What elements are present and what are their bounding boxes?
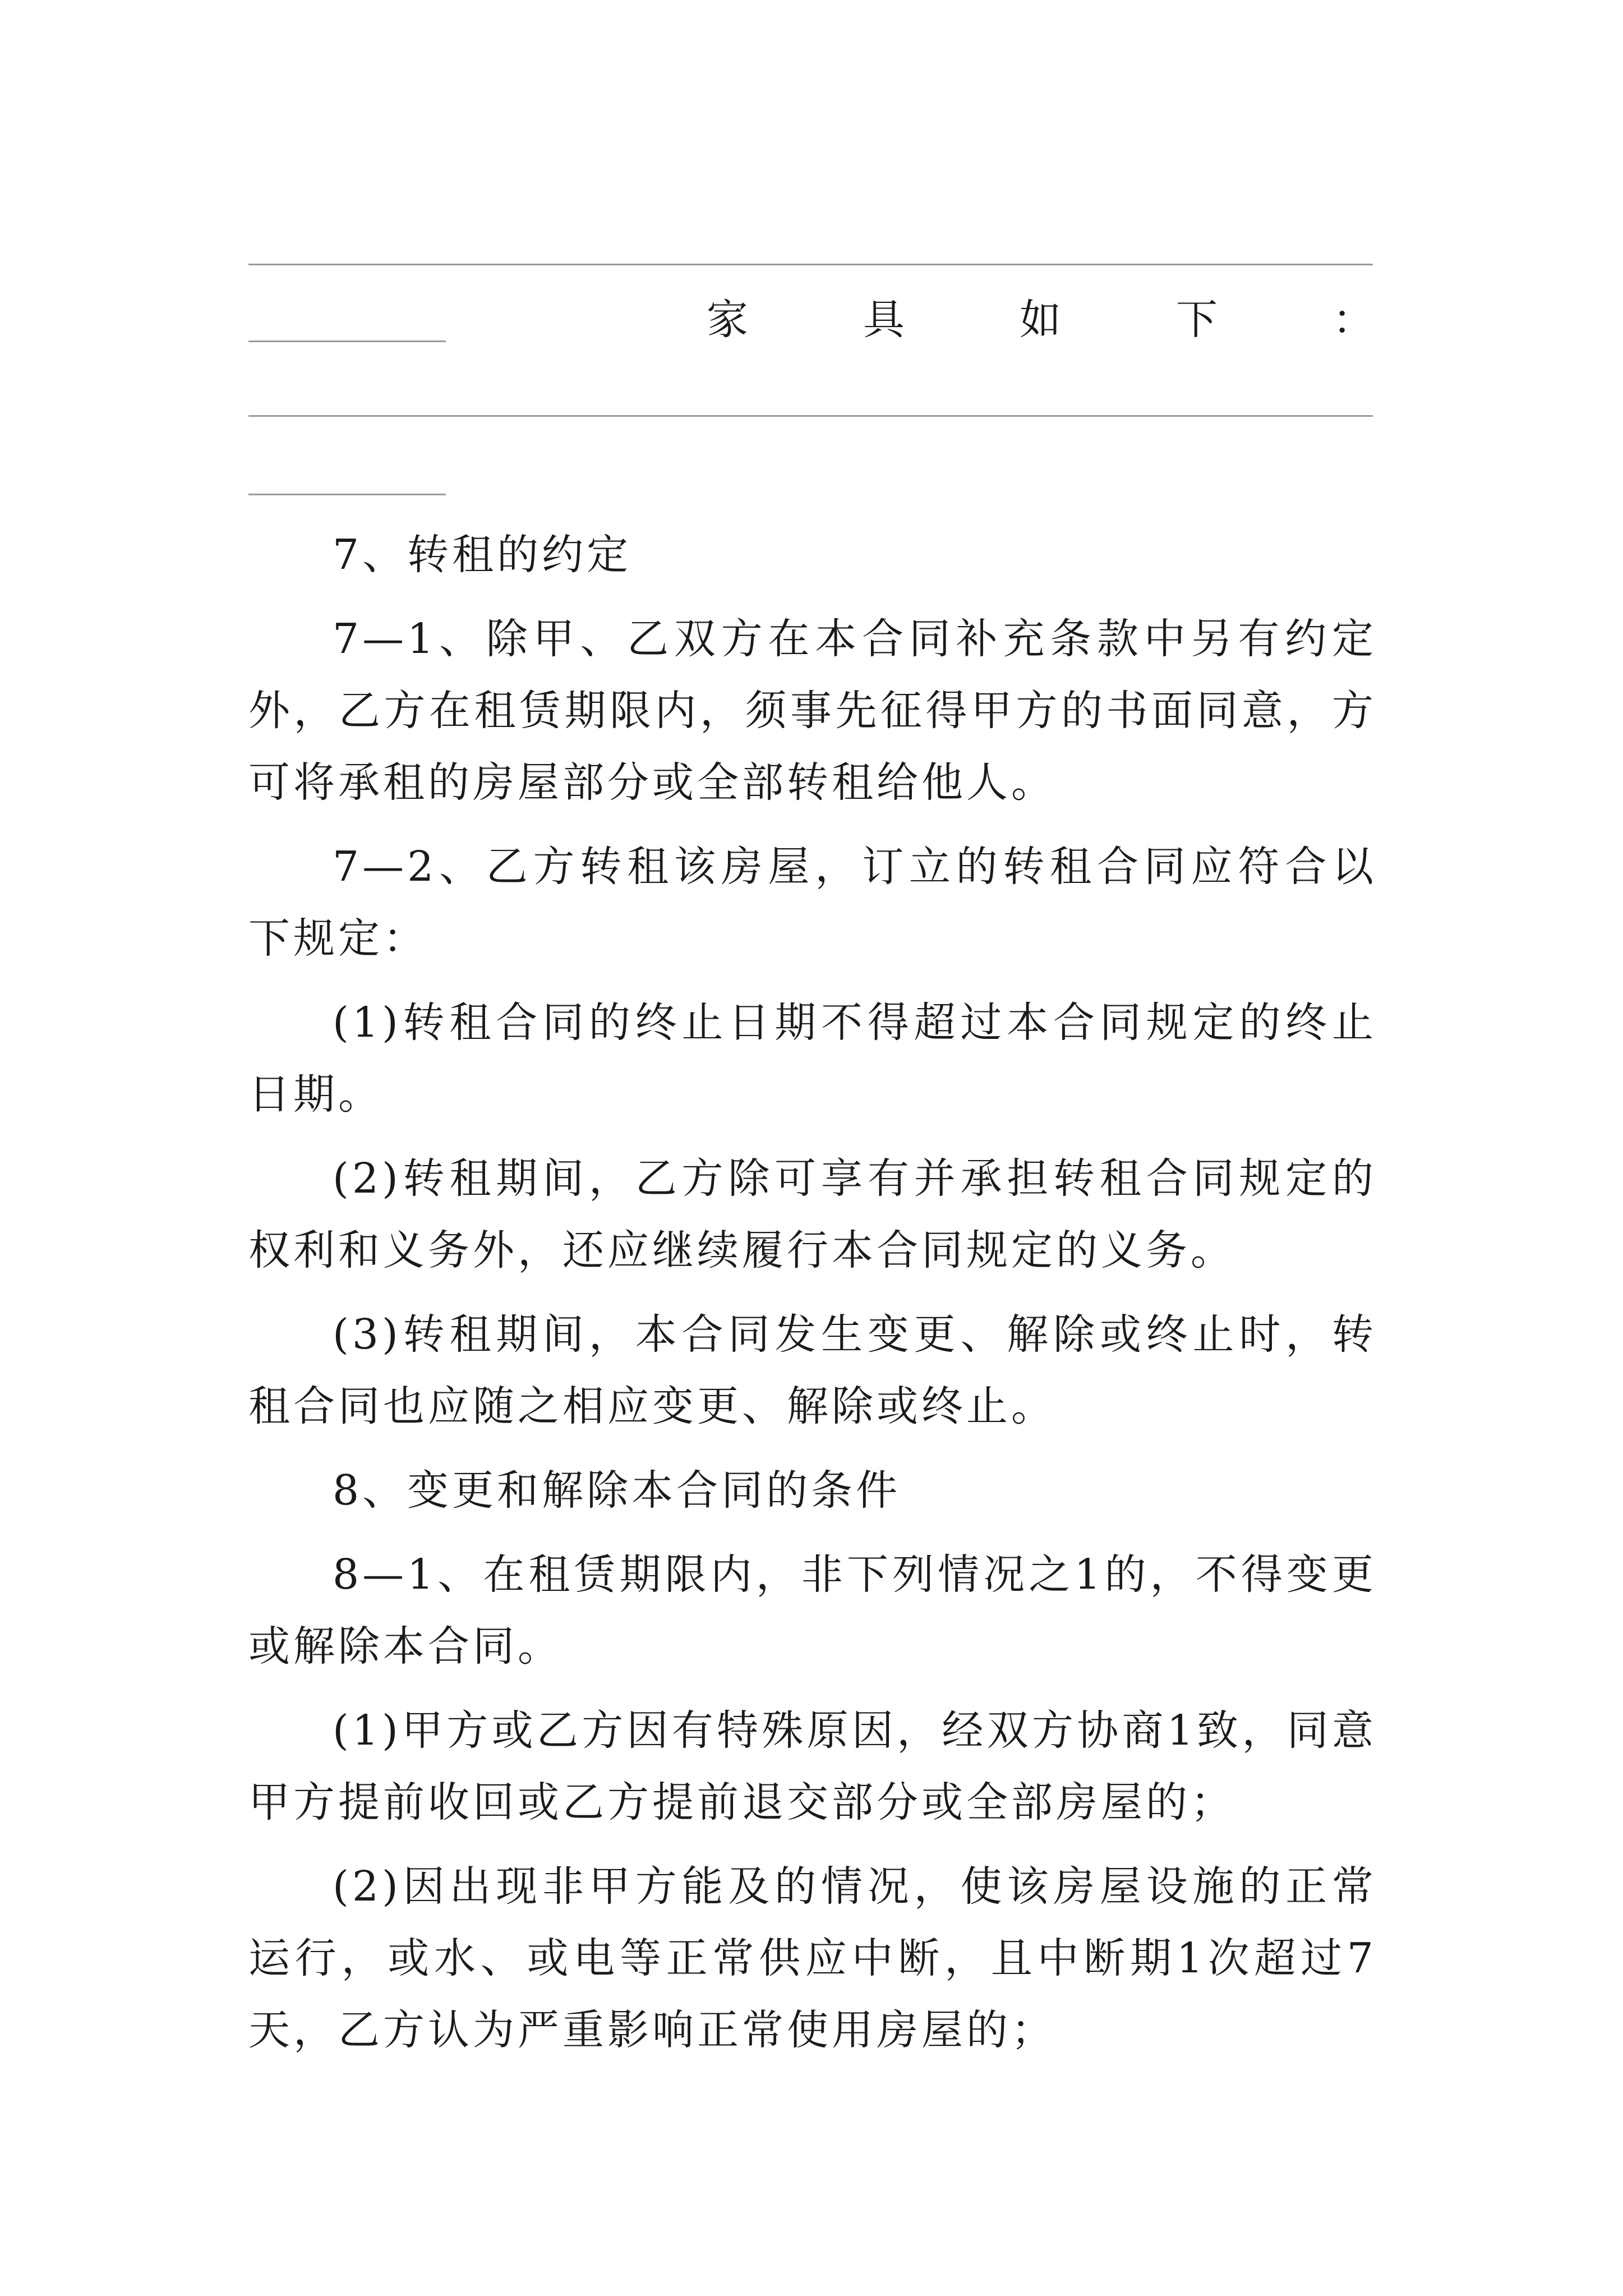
blank-fill-line xyxy=(248,415,1373,417)
clause-7-2-item-1: (1)转租合同的终止日期不得超过本合同规定的终止日期。 xyxy=(248,999,1377,1119)
heading-char: 下 xyxy=(1176,296,1218,344)
section-heading-sublease: 7、转租的约定 xyxy=(333,531,632,579)
heading-char: 具 xyxy=(863,296,905,344)
clause-7-2: 7—2、乙方转租该房屋，订立的转租合同应符合以下规定： xyxy=(248,843,1377,963)
heading-char: 家 xyxy=(707,296,748,344)
section-heading-termination: 8、变更和解除本合同的条件 xyxy=(333,1466,901,1515)
clause-7-2-item-3: (3)转租期间，本合同发生变更、解除或终止时，转租合同也应随之相应变更、解除或终止。 xyxy=(248,1310,1377,1430)
clause-8-1: 8—1、在租赁期限内，非下列情况之1的，不得变更或解除本合同。 xyxy=(248,1550,1377,1671)
clause-8-1-item-1: (1)甲方或乙方因有特殊原因，经双方协商1致，同意甲方提前收回或乙方提前退交部分或全部房屋的； xyxy=(248,1706,1377,1826)
blank-fill-line xyxy=(248,264,1373,265)
clause-7-1: 7—1、除甲、乙双方在本合同补充条款中另有约定外，乙方在租赁期限内，须事先征得甲方的书面同意，方可将承租的房屋部分或全部转租给他人。 xyxy=(248,615,1377,807)
clause-8-1-item-2: (2)因出现非甲方能及的情况，使该房屋设施的正常运行，或水、或电等正常供应中断，且中断期1次超过7天，乙方认为严重影响正常使用房屋的； xyxy=(248,1862,1377,2054)
heading-char: 如 xyxy=(1020,296,1061,344)
blank-fill-line xyxy=(248,341,446,342)
clause-7-2-item-2: (2)转租期间，乙方除可享有并承担转租合同规定的权利和义务外，还应继续履行本合同规定的义务。 xyxy=(248,1154,1377,1274)
contract-body xyxy=(248,519,1377,2066)
heading-char: ： xyxy=(1332,296,1374,344)
furniture-list-heading xyxy=(707,292,1374,348)
blank-fill-line xyxy=(248,494,446,495)
